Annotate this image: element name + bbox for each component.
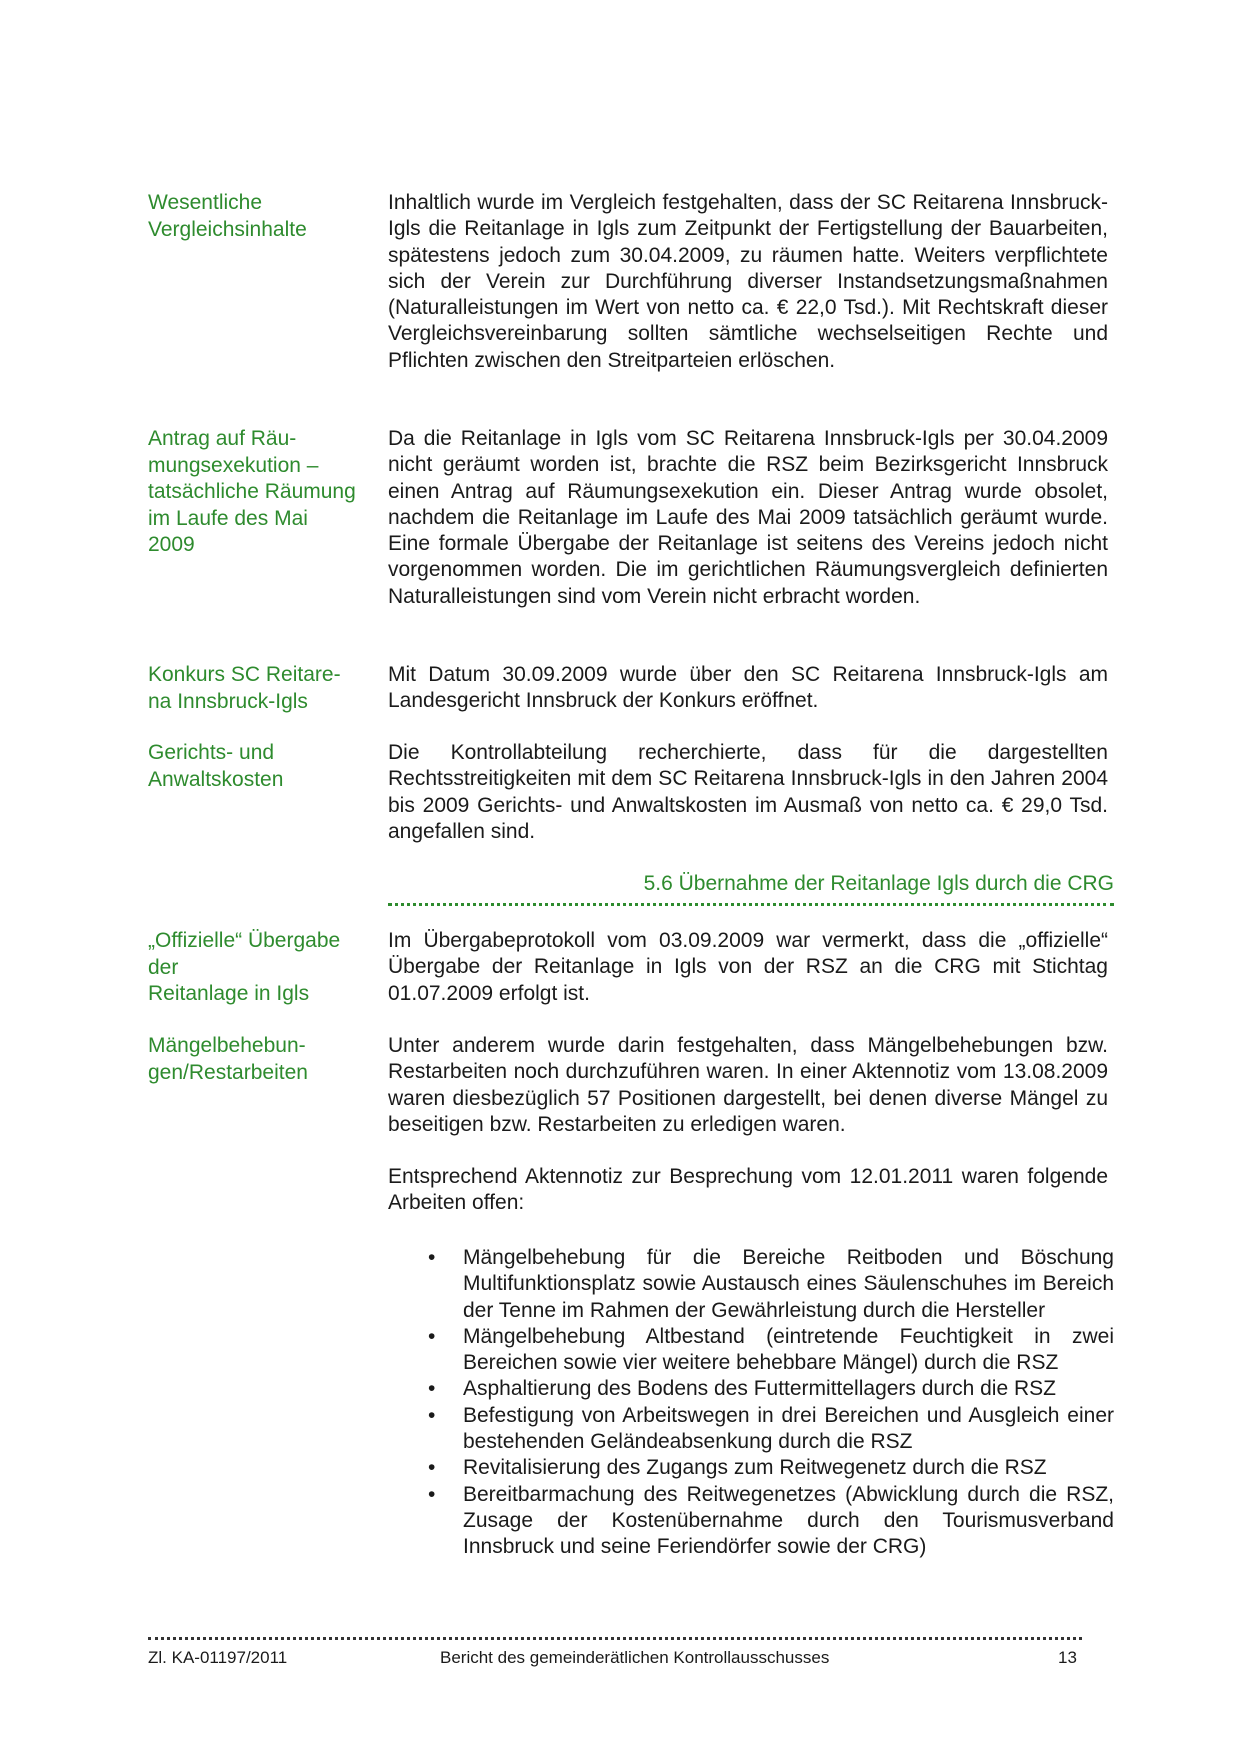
list-item-text: Revitalisierung des Zugangs zum Reitwegenetz durch die RSZ (463, 1456, 1047, 1480)
list-item (388, 1376, 1114, 1402)
body-paragraph (388, 190, 1108, 374)
list-item-text: Bereitbarmachung des Reitwegenetzes (Abwicklung durch die RSZ, Zusage der Kostenübernahme durch den Tourismusverband Innsbruck und seine Feriendörfer sowie der CRG) (463, 1482, 1114, 1559)
body-paragraph (388, 662, 1108, 715)
list-item (388, 1245, 1114, 1324)
paragraph-text: Die Kontrollabteilung recherchierte, dass für die dargestellten Rechtsstreitigkeiten mit dem SC Reitarena Innsbruck-Igls in den Jahren 2004 bis 2009 Gerichts- und Anwaltskosten im Ausmaß von netto ca. € 29,0 Tsd. angefallen sind. (388, 741, 1108, 843)
list-item-text: Asphaltierung des Bodens des Futtermittellagers durch die RSZ (463, 1377, 1056, 1401)
margin-note-line: Reitanlage in Igls (148, 982, 310, 1005)
footer-reference: Zl. KA-01197/2011 (148, 1648, 288, 1667)
list-item-text: Befestigung von Arbeitswegen in drei Bereichen und Ausgleich einer bestehenden Geländeabsenkung durch die RSZ (463, 1403, 1114, 1454)
footer-divider (148, 1637, 1082, 1640)
body-paragraph (388, 740, 1108, 845)
section-heading: 5.6 Übernahme der Reitanlage Igls durch die CRG (643, 872, 1114, 895)
paragraph-text: Im Übergabeprotokoll vom 03.09.2009 war vermerkt, dass die „offizielle“ Übergabe der Reitanlage in Igls von der RSZ an die CRG mit Stichtag 01.07.2009 erfolgt ist. (388, 929, 1108, 1005)
list-item (388, 1482, 1114, 1561)
margin-note-line: na Innsbruck-Igls (148, 689, 308, 713)
open-tasks-list (388, 1245, 1114, 1561)
body-paragraph (388, 1033, 1108, 1138)
page-number: 13 (1058, 1648, 1077, 1667)
paragraph-text: Entsprechend Aktennotiz zur Besprechung vom 12.01.2011 waren folgende Arbeiten offen: (388, 1165, 1108, 1215)
margin-note-line: Konkurs SC Reitare- (148, 663, 341, 686)
margin-note (148, 1033, 376, 1086)
margin-note-line: Gerichts- und (148, 741, 275, 764)
margin-note (148, 740, 376, 793)
list-item (388, 1324, 1114, 1377)
margin-note-line: Anwaltskosten (148, 767, 284, 791)
margin-note-line: mungsexekution – (148, 453, 319, 477)
paragraph-text: Unter anderem wurde darin festgehalten, dass Mängelbehebungen bzw. Restarbeiten noch durchzuführen waren. In einer Aktennotiz vom 13.08.2009 waren diesbezüglich 57 Positionen dargestellt, bei denen diverse Mängel zu beseitigen bzw. Restarbeiten zu erledigen waren. (388, 1034, 1108, 1136)
bullet-icon: • (428, 1246, 436, 1269)
margin-note-line: der (148, 955, 179, 979)
margin-note (148, 662, 376, 715)
body-paragraph (388, 1164, 1108, 1217)
bullet-icon: • (428, 1456, 436, 1480)
list-item (388, 1455, 1114, 1481)
margin-note-line: Wesentliche (148, 191, 263, 214)
margin-note-line: Mängelbehebun- (148, 1034, 306, 1057)
bullet-icon: • (428, 1482, 436, 1506)
bullet-icon: • (428, 1324, 436, 1348)
margin-note-line: tatsächliche Räumung (148, 480, 356, 503)
margin-note (148, 190, 376, 243)
list-item (388, 1403, 1114, 1456)
body-paragraph (388, 928, 1108, 1007)
bullet-icon: • (428, 1403, 436, 1427)
margin-note-line: Antrag auf Räu- (148, 427, 297, 450)
section-divider (388, 903, 1114, 906)
list-item-text: Mängelbehebung Altbestand (eintretende Feuchtigkeit in zwei Bereichen sowie vier weitere behebbare Mängel) durch die RSZ (463, 1324, 1114, 1375)
paragraph-text: Mit Datum 30.09.2009 wurde über den SC Reitarena Innsbruck-Igls am Landesgericht Innsbruck der Konkurs eröffnet. (388, 663, 1108, 713)
paragraph-text: Da die Reitanlage in Igls vom SC Reitarena Innsbruck-Igls per 30.04.2009 nicht geräumt worden ist, brachte die RSZ beim Bezirksgericht Innsbruck einen Antrag auf Räumungsexekution ein. Dieser Antrag wurde obsolet, nachdem die Reitanlage im Laufe des Mai 2009 tatsächlich geräumt wurde. Eine formale Übergabe der Reitanlage ist seitens des Vereins jedoch nicht vorgenommen worden. Die im gerichtlichen Räumungsvergleich definierten Naturalleistungen sind vom Verein nicht erbracht worden. (388, 427, 1108, 608)
footer-title: Bericht des gemeinderätlichen Kontrollausschusses (440, 1648, 830, 1667)
list-item-text: Mängelbehebung für die Bereiche Reitboden und Böschung Multifunktionsplatz sowie Austausch eines Säulenschuhes im Bereich der Tenne im Rahmen der Gewährleistung durch die Hersteller (463, 1246, 1114, 1322)
margin-note-line: im Laufe des Mai (148, 506, 308, 530)
margin-note (148, 928, 376, 1008)
bullet-icon: • (428, 1377, 436, 1401)
body-paragraph (388, 426, 1108, 610)
margin-note-line: „Offizielle“ Übergabe (148, 929, 341, 952)
margin-note (148, 426, 376, 559)
margin-note-line: Vergleichsinhalte (148, 217, 307, 241)
paragraph-text: Inhaltlich wurde im Vergleich festgehalten, dass der SC Reitarena Innsbruck-Igls die Reitanlage in Igls zum Zeitpunkt der Fertigstellung der Bauarbeiten, spätestens jedoch zum 30.04.2009, zu räumen hatte. Weiters verpflichtete sich der Verein zur Durchführung diverser Instandsetzungsmaßnahmen (Naturalleistungen im Wert von netto ca. € 22,0 Tsd.). Mit Rechtskraft dieser Vergleichsvereinbarung sollten sämtliche wechselseitigen Rechte und Pflichten zwischen den Streitparteien erlöschen. (388, 191, 1108, 372)
margin-note-line: 2009 (148, 533, 195, 556)
margin-note-line: gen/Restarbeiten (148, 1060, 308, 1084)
